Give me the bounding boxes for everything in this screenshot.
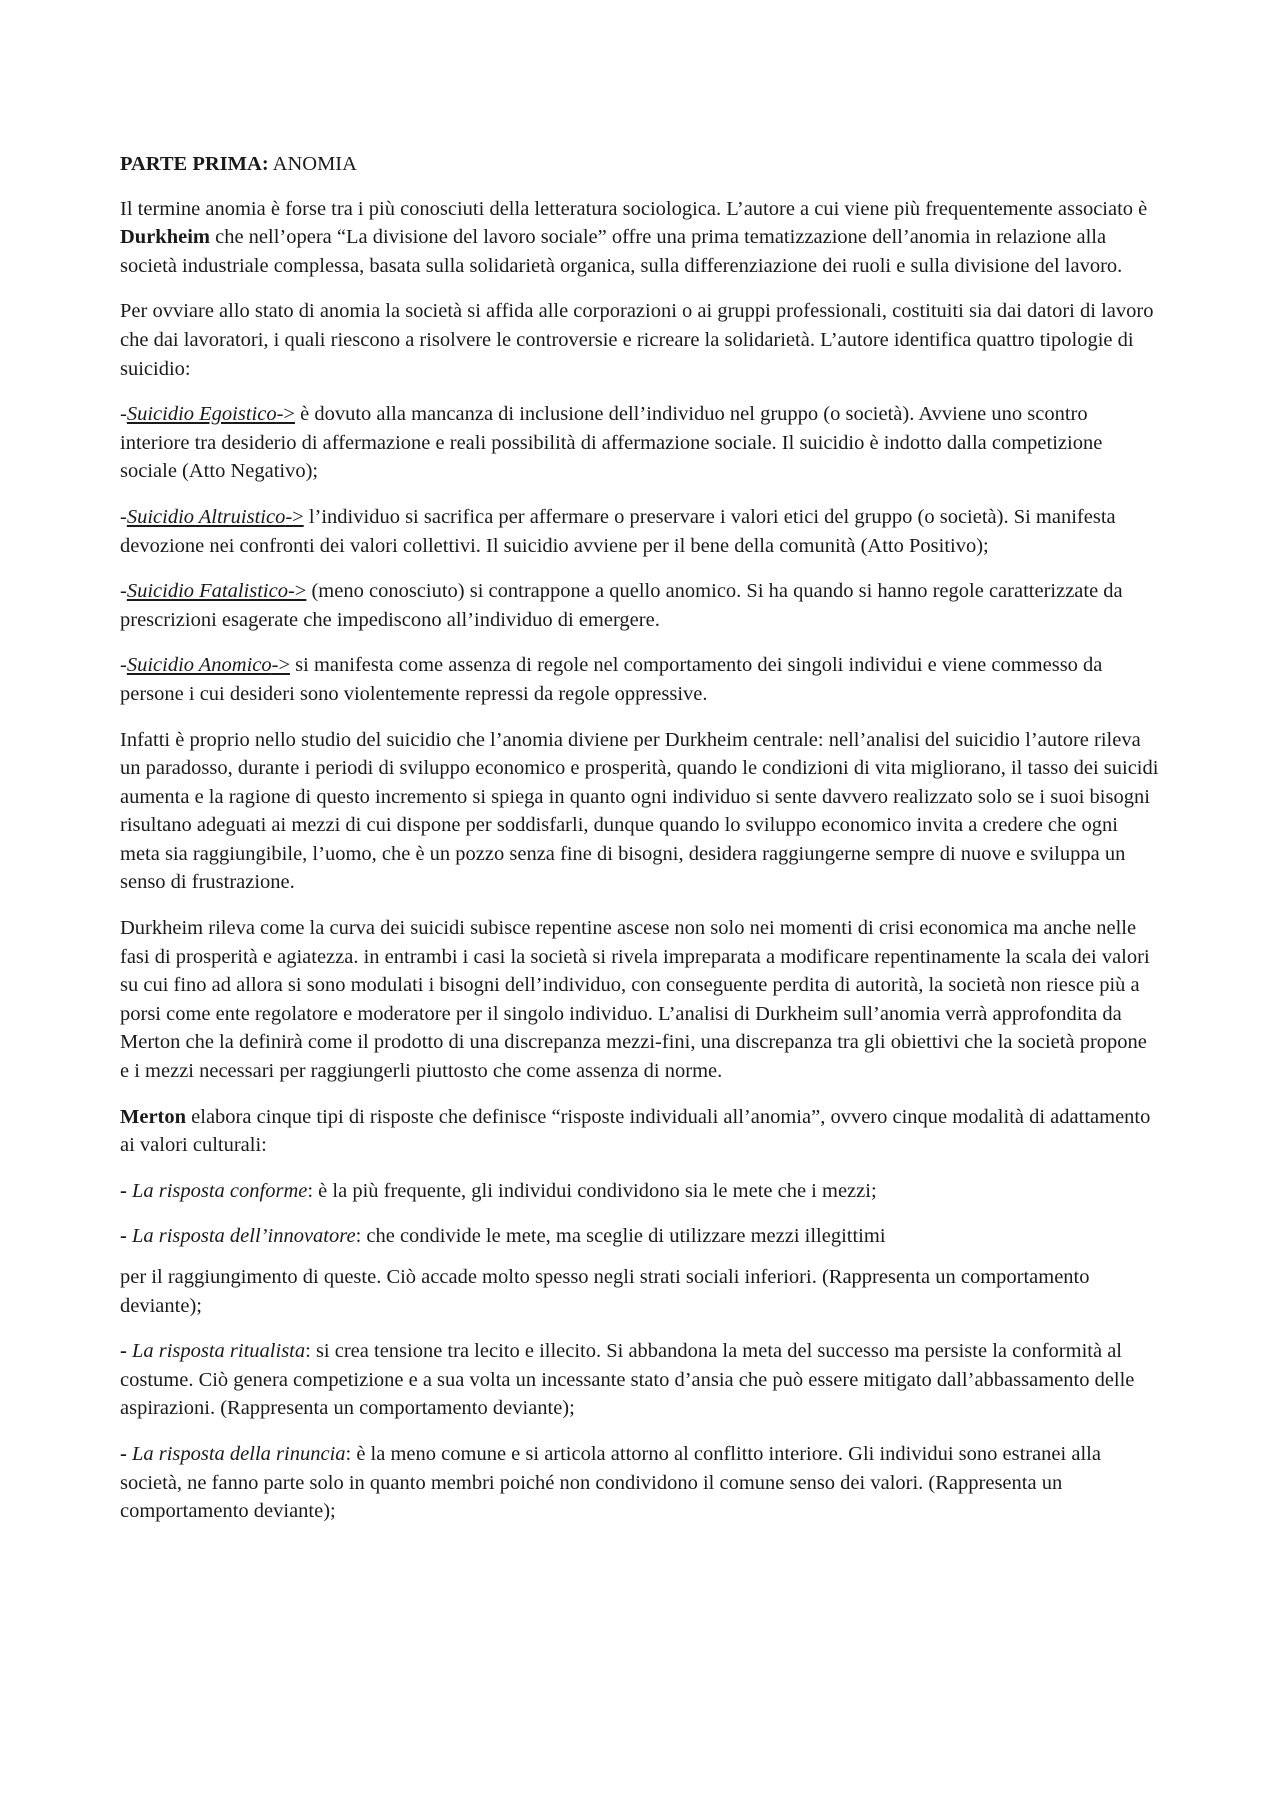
- response-name: La risposta della rinuncia: [131, 1442, 346, 1465]
- response-text: : è la meno comune e si articola attorno al conflitto interiore. Gli individui sono estranei alla società, ne fanno parte solo in quanto membri poiché non condividono il comune senso dei valori. (Rappresenta un comportamento deviante);: [120, 1442, 1101, 1523]
- response-item: [120, 1222, 1160, 1251]
- suicide-name: Suicidio Egoistico: [126, 403, 277, 426]
- response-text: : si crea tensione tra lecito e illecito. Si abbandona la meta del successo ma persiste la conformità al costume. Ciò genera competizione e a sua volta un incessante stato d’ansia che può essere mitigato dall’abbassamento delle aspirazioni. (Rappresenta un comportamento deviante);: [120, 1340, 1135, 1420]
- paragraph-infatti: Infatti è proprio nello studio del suicidio che l’anomia diviene per Durkheim centrale: nell’analisi del suicidio l’autore rileva un paradosso, durante i periodi di sviluppo economico e prosperità, quando le condizioni di vita migliorano, il tasso dei suicidi aumenta e la ragione di questo incremento si spiega in quanto ogni individuo si sente davvero realizzato solo se i suoi bisogni risultano adeguati ai mezzi di cui dispone per soddisfarli, dunque quando lo sviluppo economico invita a credere che ogni meta sia raggiungibile, l’uomo, che è un pozzo senza fine di bisogni, desidera raggiungerne sempre di nuove e sviluppa un senso di frustrazione.: [120, 728, 1159, 894]
- intro-text-2: che nell’opera “La divisione del lavoro sociale” offre una prima tematizzazione dell’anomia in relazione alla società industriale complessa, basata sulla solidarietà organica, sulla differenziazione dei ruoli e sulla divisione del lavoro.: [120, 226, 1123, 277]
- intro-name: Durkheim: [120, 226, 210, 249]
- paragraph-intro: [120, 195, 1160, 281]
- suicide-name: Suicidio Fatalistico: [126, 580, 288, 603]
- item-dash: -: [120, 505, 127, 528]
- item-dash: -: [120, 1179, 132, 1202]
- response-item: [120, 1337, 1160, 1423]
- paragraph-corporazioni: Per ovviare allo stato di anomia la società si affida alle corporazioni o ai gruppi professionali, costituiti sia dai datori di lavoro che dai lavoratori, i quali riescono a risolvere le controversie e ricreare la solidarietà. L’autore identifica quattro tipologie di suicidio:: [120, 300, 1154, 380]
- response-continuation: per il raggiungimento di queste. Ciò accade molto spesso negli strati sociali inferiori. (Rappresenta un comportamento deviante);: [120, 1266, 1090, 1317]
- merton-text: elabora cinque tipi di risposte che definisce “risposte individuali all’anomia”, ovvero cinque modalità di adattamento ai valori culturali:: [120, 1105, 1151, 1157]
- suicide-name: Suicidio Anomico: [126, 654, 272, 677]
- heading-bold: PARTE PRIMA:: [120, 153, 269, 175]
- item-arrow: ->: [287, 580, 307, 603]
- item-arrow: ->: [276, 403, 295, 426]
- item-dash: -: [120, 1340, 132, 1363]
- response-text: : è la più frequente, gli individui condividono sia le mete che i mezzi;: [307, 1179, 877, 1202]
- paragraph-durkheim: Durkheim rileva come la curva dei suicidi subisce repentine ascese non solo nei momenti di crisi economica ma anche nelle fasi di prosperità e agiatezza. in entrambi i casi la società si rivela impreparata a modificare repentinamente la scala dei valori su cui fino ad allora si sono modulati i bisogni dell’individuo, con conseguente perdita di autorità, la società non riesce più a porsi come ente regolatore e moderatore per il singolo individuo. L’analisi di Durkheim sull’anomia verrà approfondita da Merton che la definirà come il prodotto di una discrepanza mezzi-fini, una discrepanza tra gli obiettivi che la società propone e i mezzi necessari per raggiungerli piuttosto che come assenza di norme.: [120, 917, 1150, 1083]
- intro-text-1: Il termine anomia è forse tra i più conosciuti della letteratura sociologica. L’autore a cui viene più frequentemente associato è: [120, 197, 1148, 220]
- item-dash: -: [120, 654, 127, 677]
- suicide-item: [120, 503, 1160, 560]
- response-text: : che condivide le mete, ma sceglie di utilizzare mezzi illegittimi: [355, 1225, 886, 1248]
- heading-rest: ANOMIA: [268, 153, 357, 175]
- response-item: [120, 1177, 1160, 1206]
- section-heading: [120, 150, 1160, 179]
- item-dash: -: [120, 580, 127, 603]
- item-dash: -: [120, 1225, 132, 1248]
- response-name: La risposta ritualista: [131, 1340, 306, 1363]
- item-dash: -: [120, 1442, 132, 1465]
- response-name: La risposta conforme: [131, 1179, 308, 1202]
- suicide-item: [120, 651, 1160, 708]
- merton-name: Merton: [120, 1105, 187, 1128]
- item-arrow: ->: [271, 654, 291, 677]
- suicide-item: [120, 577, 1160, 634]
- paragraph-merton: [120, 1103, 1160, 1160]
- response-item: [120, 1440, 1160, 1526]
- suicide-item: [120, 400, 1160, 486]
- item-dash: -: [120, 403, 127, 426]
- response-name: La risposta dell’innovatore: [131, 1225, 356, 1248]
- suicide-text: è dovuto alla mancanza di inclusione dell’individuo nel gruppo (o società). Avviene uno scontro interiore tra desiderio di affermazione e reali possibilità di affermazione sociale. Il suicidio è indotto dalla competizione sociale (Atto Negativo);: [120, 403, 1103, 483]
- suicide-text: l’individuo si sacrifica per affermare o preservare i valori etici del gruppo (o società). Si manifesta devozione nei confronti dei valori collettivi. Il suicidio avviene per il bene della comunità (Atto Positivo);: [120, 505, 1116, 557]
- item-arrow: ->: [285, 505, 304, 528]
- suicide-text: si manifesta come assenza di regole nel comportamento dei singoli individui e viene commesso da persone i cui desideri sono violentemente repressi da regole oppressive.: [120, 654, 1103, 705]
- suicide-name: Suicidio Altruistico: [126, 505, 286, 528]
- suicide-text: (meno conosciuto) si contrappone a quello anomico. Si ha quando si hanno regole caratterizzate da prescrizioni esagerate che impediscono all’individuo di emergere.: [120, 580, 1123, 631]
